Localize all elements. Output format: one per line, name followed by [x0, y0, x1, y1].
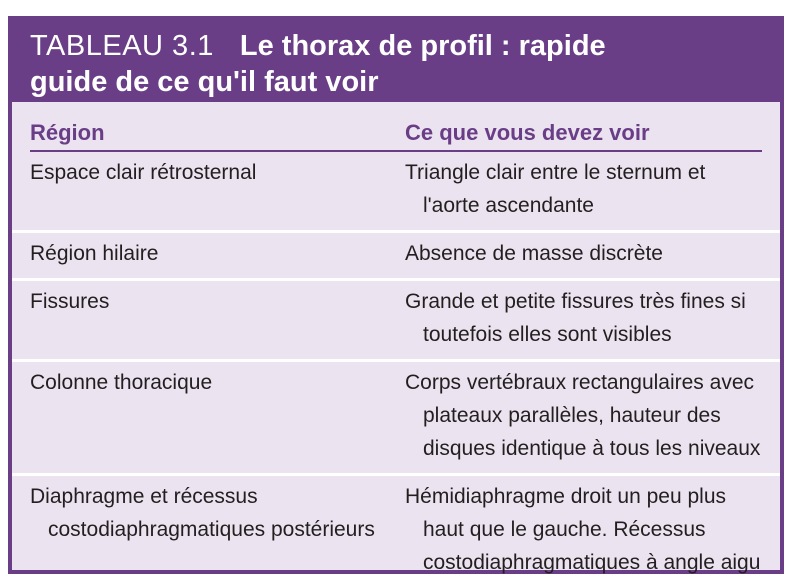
cell-voir-line: disques identique à tous les niveaux [423, 437, 761, 460]
cell-region-line: Fissures [30, 290, 110, 313]
cell-region [30, 285, 385, 318]
cell-region [30, 366, 385, 399]
table-title-line-1: Le thorax de profil : rapide [239, 30, 606, 62]
column-header-voir: Ce que vous devez voir [405, 120, 650, 145]
table-title-line-2: guide de ce qu'il faut voir [30, 66, 379, 98]
cell-region-line: Diaphragme et récessus [30, 485, 258, 508]
cell-region-line: Colonne thoracique [30, 371, 213, 394]
cell-region [30, 480, 385, 546]
cell-voir [405, 156, 770, 222]
cell-voir-line: costodiaphragmatiques à angle aigu [423, 551, 761, 574]
cell-voir [405, 366, 770, 465]
table-row [12, 152, 780, 233]
cell-voir-line: plateaux parallèles, hauteur des [423, 404, 721, 427]
table-row [12, 362, 780, 476]
cell-voir-line: Grande et petite fissures très fines si [405, 290, 746, 313]
cell-voir-line: Corps vertébraux rectangulaires avec [405, 371, 755, 394]
cell-region-line: costodiaphragmatiques postérieurs [48, 518, 375, 541]
table-number: TABLEAU 3.1 [30, 30, 214, 62]
cell-voir [405, 285, 770, 351]
cell-region [30, 237, 385, 270]
table-row [12, 233, 780, 281]
cell-region-line: Espace clair rétrosternal [30, 161, 257, 184]
table-frame [8, 16, 784, 574]
cell-voir-line: l'aorte ascendante [423, 194, 594, 217]
table-row [12, 476, 780, 587]
cell-region-line: Région hilaire [30, 242, 159, 265]
column-header-region: Région [30, 120, 105, 145]
cell-voir [405, 237, 770, 270]
cell-voir [405, 480, 770, 579]
cell-voir-line: Absence de masse discrète [405, 242, 663, 265]
cell-voir-line: haut que le gauche. Récessus [423, 518, 706, 541]
table-header [12, 20, 780, 102]
cell-voir-line: Hémidiaphragme droit un peu plus [405, 485, 727, 508]
cell-voir-line: Triangle clair entre le sternum et [405, 161, 706, 184]
cell-voir-line: toutefois elles sont visibles [423, 323, 672, 346]
cell-region [30, 156, 385, 189]
table-row [12, 281, 780, 362]
column-headers [30, 114, 762, 152]
